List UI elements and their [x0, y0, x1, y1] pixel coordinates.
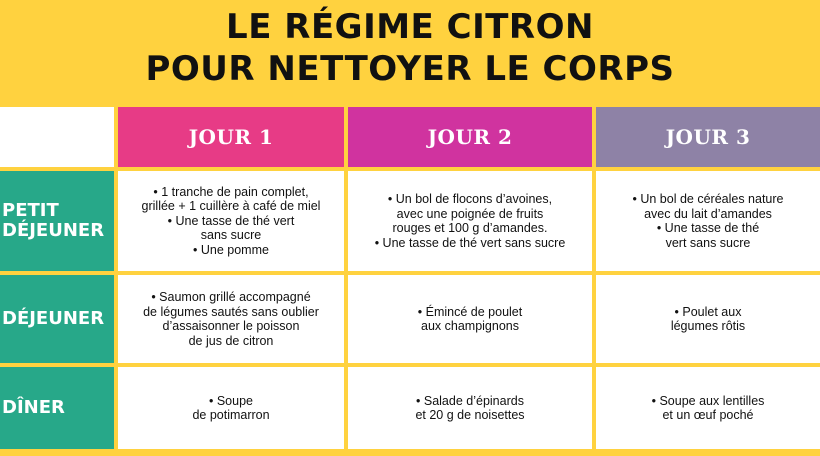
title-line-2: POUR NETTOYER LE CORPS: [145, 49, 675, 89]
cell-line: • Soupe: [209, 393, 253, 408]
cell-line: rouges et 100 g d’amandes.: [392, 221, 548, 235]
table-corner: [0, 107, 114, 167]
cell-line: aux champignons: [421, 319, 519, 333]
page-title: [0, 6, 820, 90]
row-header-diner: [0, 367, 114, 449]
cell-line: • Salade d’épinards: [416, 393, 524, 408]
cell-line: d’assaisonner le poisson: [162, 319, 300, 333]
cell-line: • Une tasse de thé vert: [167, 213, 295, 228]
cell-line: • 1 tranche de pain complet,: [153, 184, 309, 199]
cell-line: vert sans sucre: [665, 235, 751, 250]
day-header-2: JOUR 2: [348, 107, 592, 167]
row-header-line: DÉJEUNER: [2, 220, 105, 241]
cell-line: de potimarron: [192, 408, 270, 422]
row-header-dejeuner: [0, 275, 114, 363]
cell-line: • Saumon grillé accompagné: [151, 290, 311, 304]
cell-line: • Un bol de céréales nature: [632, 192, 784, 206]
cell-line: • Soupe aux lentilles: [651, 393, 765, 408]
cell-line: • Émincé de poulet: [417, 304, 523, 319]
cell-line: avec une poignée de fruits: [396, 206, 544, 221]
row-header-line: PETIT: [2, 200, 59, 221]
cell-dejeuner-jour-1: [118, 275, 344, 363]
meal-plan-table: [0, 107, 820, 449]
cell-diner-jour-1: [118, 367, 344, 449]
cell-petit-dejeuner-jour-3: [596, 171, 820, 271]
day-header-3: JOUR 3: [596, 107, 820, 167]
cell-line: légumes rôtis: [670, 319, 746, 333]
cell-petit-dejeuner-jour-1: [118, 171, 344, 271]
cell-line: • Un bol de flocons d’avoines,: [387, 192, 553, 206]
row-header-petit-dejeuner: [0, 171, 114, 271]
cell-petit-dejeuner-jour-2: [348, 171, 592, 271]
row-header-line: DÎNER: [2, 397, 65, 418]
day-header-1: JOUR 1: [118, 107, 344, 167]
cell-line: et un œuf poché: [662, 408, 754, 422]
cell-line: avec du lait d’amandes: [644, 206, 772, 221]
cell-line: • Une tasse de thé vert sans sucre: [374, 235, 566, 250]
cell-line: de légumes sautés sans oublier: [143, 304, 319, 319]
cell-line: • Une tasse de thé: [656, 221, 760, 235]
cell-dejeuner-jour-2: [348, 275, 592, 363]
row-header-line: DÉJEUNER: [2, 308, 105, 329]
cell-line: et 20 g de noisettes: [415, 408, 525, 422]
cell-line: • Une pomme: [193, 242, 269, 257]
title-line-1: LE RÉGIME CITRON: [226, 7, 594, 47]
cell-line: de jus de citron: [188, 333, 274, 348]
cell-diner-jour-2: [348, 367, 592, 449]
cell-line: sans sucre: [200, 228, 262, 243]
cell-diner-jour-3: [596, 367, 820, 449]
cell-line: grillée + 1 cuillère à café de miel: [141, 199, 321, 214]
cell-dejeuner-jour-3: [596, 275, 820, 363]
cell-line: • Poulet aux: [674, 304, 742, 319]
